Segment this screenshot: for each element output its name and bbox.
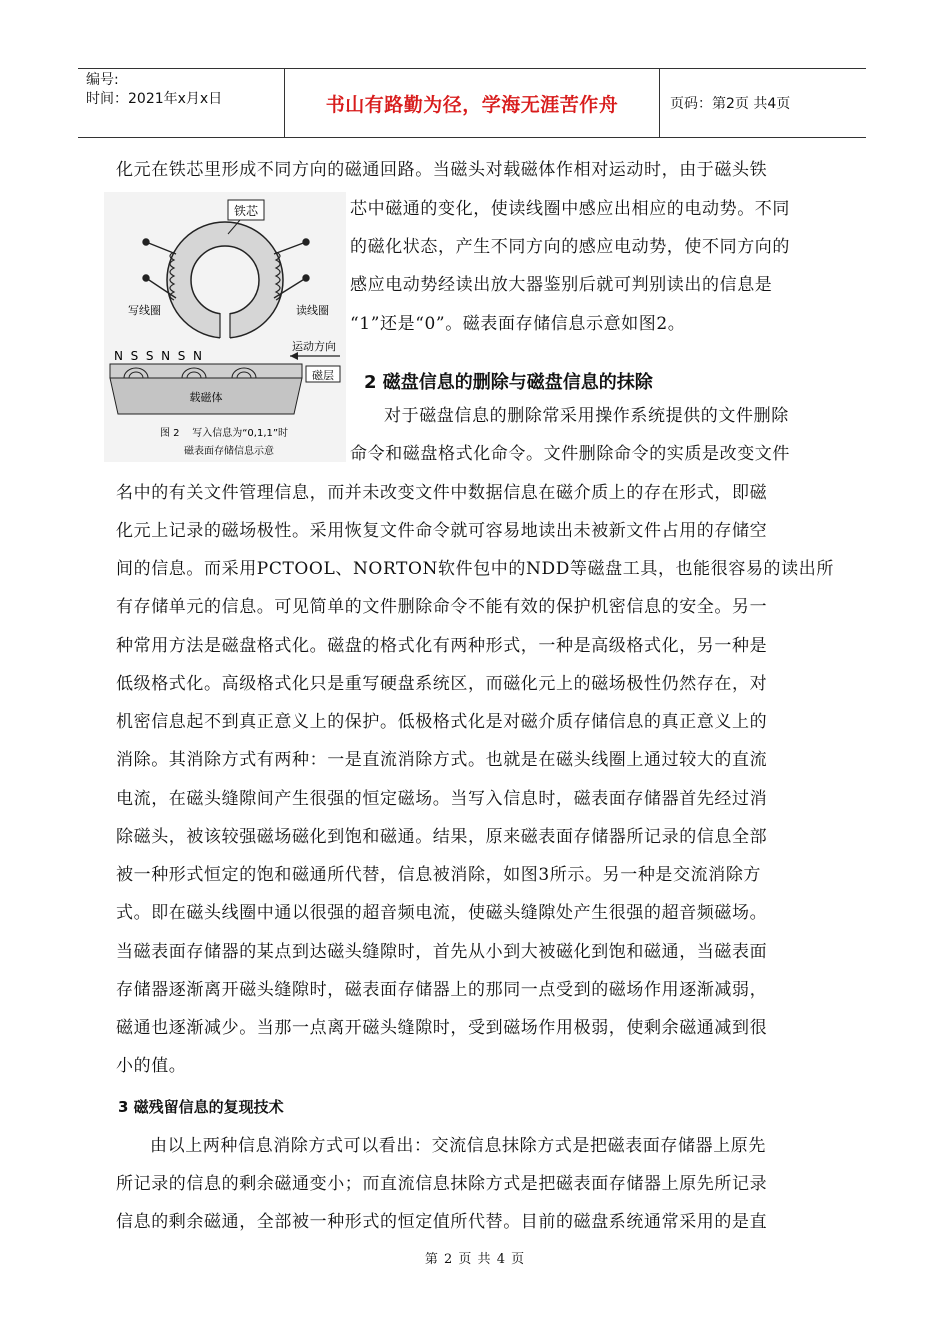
body-line: 式。即在磁头线圈中通以很强的超音频电流，使磁头缝隙处产生很强的超音频磁场。 [116,903,768,923]
body-line: 化元在铁芯里形成不同方向的磁通回路。当磁头对载磁体作相对运动时，由于磁头铁 [116,160,768,180]
section-heading-3: 3 磁残留信息的复现技术 [118,1098,284,1116]
body-line: 当磁表面存储器的某点到达磁头缝隙时，首先从小到大被磁化到饱和磁通，当磁表面 [116,942,768,962]
label-layer: 磁层 [312,369,334,382]
body-line: 小的值。 [116,1056,187,1076]
page-footer: 第 2 页 共 4 页 [424,1252,526,1267]
body-line: 芯中磁通的变化，使读线圈中感应出相应的电动势。不同 [350,199,790,219]
label-carrier: 载磁体 [189,391,223,404]
body-line: 间的信息。而采用PCTOOL、NORTON软件包中的NDD等磁盘工具，也能很容易的读出所 [116,559,834,579]
body-line: 磁通也逐渐减少。当那一点离开磁头缝隙时，受到磁场作用极弱，使剩余磁通减到很 [116,1018,768,1038]
body-line: 低级格式化。高级格式化只是重写硬盘系统区，而磁化元上的磁场极性仍然存在，对 [116,674,768,694]
page-header [78,68,866,138]
body-line: 所记录的信息的剩余磁通变小；而直流信息抹除方式是把磁表面存储器上原先所记录 [116,1174,768,1194]
body-line: 被一种形式恒定的饱和磁通所代替，信息被消除，如图3所示。另一种是交流消除方 [116,865,762,885]
body-line: 电流，在磁头缝隙间产生很强的恒定磁场。当写入信息时，磁表面存储器首先经过消 [116,789,768,809]
body-line: 除磁头，被该较强磁场磁化到饱和磁通。结果，原来磁表面存储器所记录的信息全部 [116,827,768,847]
figure-caption-line2: 磁表面存储信息示意 [184,446,274,457]
body-line: 由以上两种信息消除方式可以看出：交流信息抹除方式是把磁表面存储器上原先 [150,1136,766,1156]
label-read-coil: 读线圈 [296,304,329,317]
header-meta [78,69,285,137]
body-line: 命令和磁盘格式化命令。文件删除命令的实质是改变文件 [350,444,790,464]
body-line: 信息的剩余磁通，全部被一种形式的恒定值所代替。目前的磁盘系统通常采用的是直 [116,1212,768,1232]
body-line: 消除。其消除方式有两种：一是直流消除方式。也就是在磁头线圈上通过较大的直流 [116,750,768,770]
body-line: 的磁化状态，产生不同方向的感应电动势，使不同方向的 [350,237,790,257]
header-number-label: 编号: [86,72,119,88]
header-motto: 书山有路勤为径，学海无涯苦作舟 [285,69,660,137]
pole-labels: N S S N S N [114,349,202,363]
figure-caption-line1: 图 2 写入信息为“0,1,1”时 [160,428,289,439]
label-motion: 运动方向 [292,340,336,353]
body-line: 对于磁盘信息的删除常采用操作系统提供的文件删除 [384,406,789,426]
body-line: 存储器逐渐离开磁头缝隙时，磁表面存储器上的那同一点受到的磁场作用逐渐减弱， [116,980,768,1000]
body-line: “1”还是“0”。磁表面存储信息示意如图2。 [350,314,686,334]
header-page-label: 页码：第2页 共4页 [670,96,791,112]
label-core: 铁芯 [233,204,259,218]
body-line: 有存储单元的信息。可见简单的文件删除命令不能有效的保护机密信息的安全。另一 [116,597,768,617]
body-line: 名中的有关文件管理信息，而并未改变文件中数据信息在磁介质上的存在形式，即磁 [116,483,768,503]
body-line: 化元上记录的磁场极性。采用恢复文件命令就可容易地读出未被新文件占用的存储空 [116,521,768,541]
section-heading-2: 2 磁盘信息的删除与磁盘信息的抹除 [364,372,653,393]
body-line: 种常用方法是磁盘格式化。磁盘的格式化有两种形式，一种是高级格式化，另一种是 [116,636,768,656]
figure-2 [104,192,346,462]
body-line: 机密信息起不到真正意义上的保护。低极格式化是对磁介质存储信息的真正意义上的 [116,712,768,732]
body-line: 感应电动势经读出放大器鉴别后就可判别读出的信息是 [350,275,773,295]
magnetic-head-diagram [104,192,346,462]
label-write-coil: 写线圈 [128,304,161,317]
header-time-label: 时间：2021年x月x日 [86,91,223,107]
